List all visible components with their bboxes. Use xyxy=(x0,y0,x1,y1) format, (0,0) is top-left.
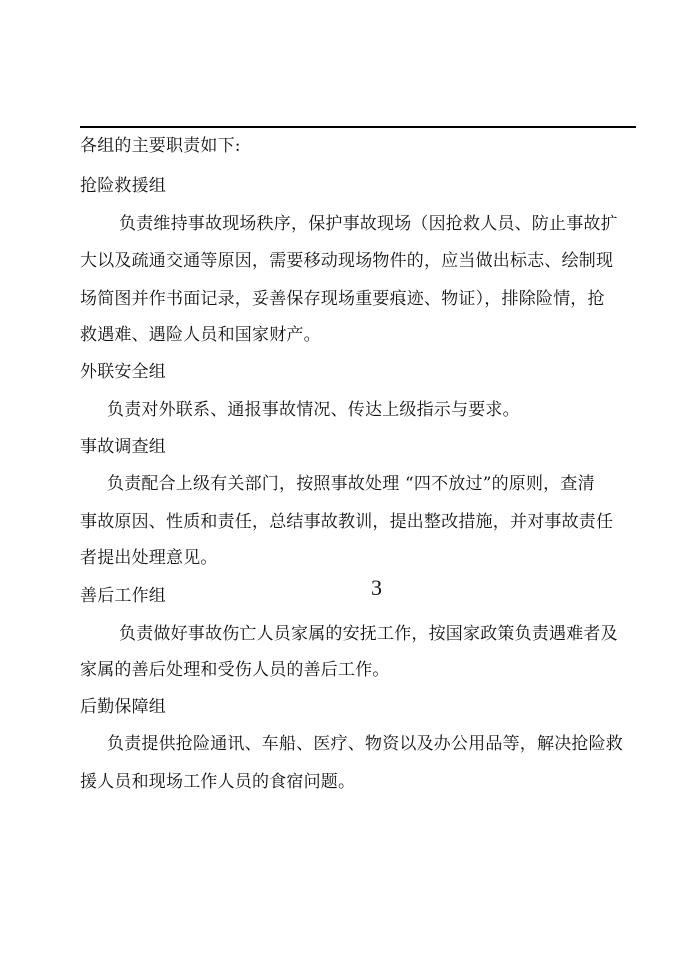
investigation-line-1: 负责配合上级有关部门，按照事故处理 “四不放过”的原则，查清 xyxy=(107,474,595,494)
section-heading-investigation: 事故调查组 xyxy=(80,437,166,457)
rescue-line-3: 场简图并作书面记录，妥善保存现场重要痕迹、物证），排除险情，抢 xyxy=(80,289,605,309)
investigation-line-2: 事故原因、性质和责任，总结事故教训，提出整改措施，并对事故责任 xyxy=(80,512,614,532)
investigation-line-3: 者提出处理意见。 xyxy=(80,548,218,568)
rescue-line-4: 救遇难、遇险人员和国家财产。 xyxy=(80,325,321,345)
aftermath-line-1: 负责做好事故伤亡人员家属的安抚工作，按国家政策负责遇难者及 xyxy=(119,624,618,644)
logistics-line-1: 负责提供抢险通讯、车船、医疗、物资以及办公用品等，解决抢险救 xyxy=(107,734,623,754)
section-heading-liaison: 外联安全组 xyxy=(80,362,166,382)
page-number: 3 xyxy=(371,575,382,600)
rescue-line-2: 大以及疏通交通等原因，需要移动现场物件的，应当做出标志、绘制现 xyxy=(80,251,614,271)
section-heading-logistics: 后勤保障组 xyxy=(80,697,166,717)
header-rule xyxy=(80,126,636,128)
logistics-line-2: 援人员和现场工作人员的食宿问题。 xyxy=(80,772,356,792)
section-heading-aftermath: 善后工作组 xyxy=(80,586,166,606)
intro-line: 各组的主要职责如下: xyxy=(80,136,241,156)
rescue-line-1: 负责维持事故现场秩序，保护事故现场（因抢救人员、防止事故扩 xyxy=(119,214,618,234)
aftermath-line-2: 家属的善后处理和受伤人员的善后工作。 xyxy=(80,660,390,680)
section-heading-rescue: 抢险救援组 xyxy=(80,176,166,196)
liaison-line-1: 负责对外联系、通报事故情况、传达上级指示与要求。 xyxy=(107,400,520,420)
